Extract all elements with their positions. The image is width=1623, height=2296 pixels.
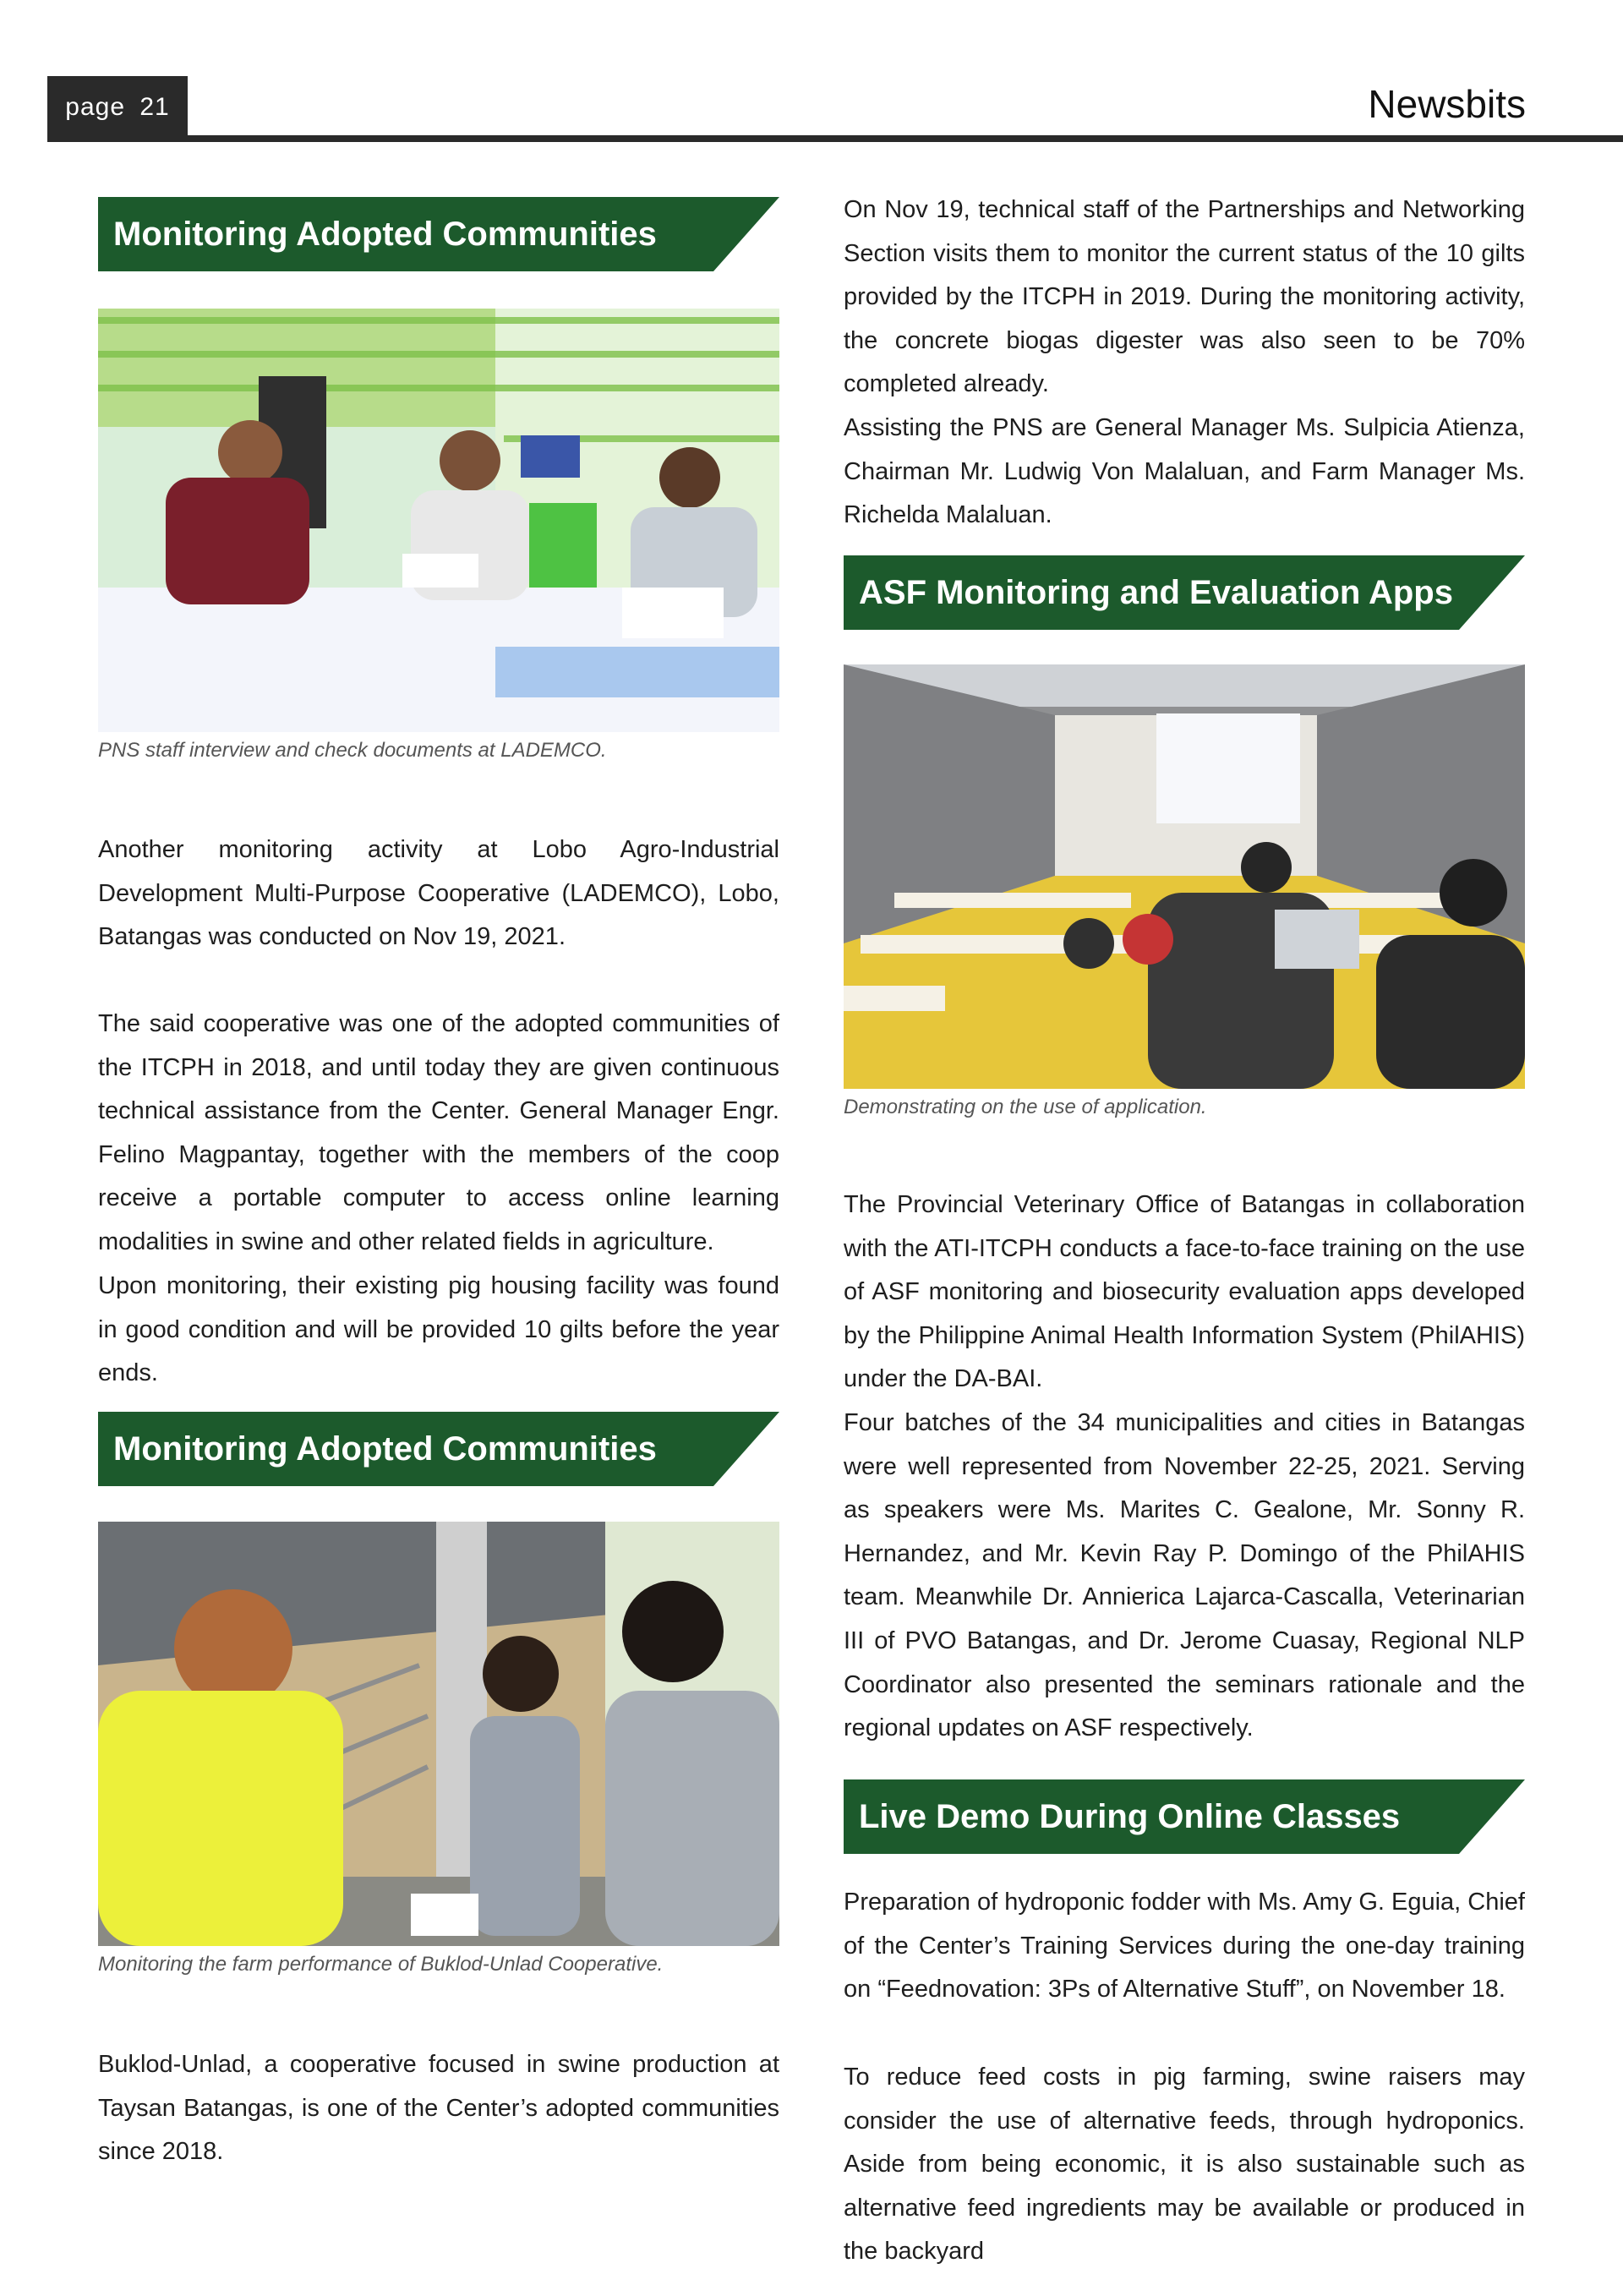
- photo-lademco-interview: [98, 309, 779, 732]
- section-heading-banner: [844, 555, 1525, 630]
- page-number: 21: [139, 93, 170, 121]
- section-heading: Live Demo During Online Classes: [859, 1798, 1401, 1835]
- section-heading: Monitoring Adopted Communities: [113, 1430, 657, 1468]
- section-heading: ASF Monitoring and Evaluation Apps: [859, 574, 1453, 611]
- header-rule: [47, 135, 1623, 142]
- photo-asf-app-demo: [844, 664, 1525, 1089]
- photo-caption: Monitoring the farm performance of Buklod-Unlad Cooperative.: [98, 1953, 664, 1976]
- section-heading: Monitoring Adopted Communities: [113, 216, 657, 253]
- paragraph: On Nov 19, technical staff of the Partnerships and Networking Section visits them to monitor the current status of the 10 gilts provided by the ITCPH in 2019. During the monitoring activity, the concrete biogas digester was also seen to be 70% completed already.: [844, 196, 1525, 398]
- photo-caption: Demonstrating on the use of application.: [844, 1096, 1207, 1118]
- page-number-tab: [47, 76, 188, 139]
- paragraph: The said cooperative was one of the adopted communities of the ITCPH in 2018, and until today they are given continuous technical assistance from the Center. General Manager Engr. Felino Magpantay, together with the members of the coop receive a portable computer to access online learning modalities in swine and other related fields in agriculture.: [98, 1010, 779, 1255]
- section-heading-banner: [98, 197, 779, 271]
- section-heading-banner: [98, 1412, 779, 1486]
- paragraph: Another monitoring activity at Lobo Agro-Industrial Development Multi-Purpose Cooperative (LADEMCO), Lobo, Batangas was conducted on Nov 19, 2021.: [98, 836, 779, 951]
- paragraph: To reduce feed costs in pig farming, swine raisers may consider the use of alternative feeds, through hydroponics. Aside from being economic, it is also sustainable such as alternative feed ingredients may be available or produced in the backyard: [844, 2064, 1525, 2266]
- section-title: Newsbits: [1368, 82, 1526, 126]
- photo-illustration: [844, 664, 1525, 1089]
- paragraph: Preparation of hydroponic fodder with Ms. Amy G. Eguia, Chief of the Center’s Training Services during the one-day training on “Feednovation: 3Ps of Alternative Stuff”, on November 18.: [844, 1889, 1525, 2004]
- paragraph: Assisting the PNS are General Manager Ms. Sulpicia Atienza, Chairman Mr. Ludwig Von Malaluan, and Farm Manager Ms. Richelda Malaluan.: [844, 414, 1525, 529]
- page-label: page: [65, 93, 126, 121]
- photo-buklod-unlad-farm: [98, 1522, 779, 1946]
- paragraph: Upon monitoring, their existing pig housing facility was found in good condition and will be provided 10 gilts before the year ends.: [98, 1272, 779, 1387]
- paragraph: Buklod-Unlad, a cooperative focused in swine production at Taysan Batangas, is one of the Center’s adopted communities since 2018.: [98, 2051, 779, 2166]
- photo-caption: PNS staff interview and check documents at LADEMCO.: [98, 739, 607, 762]
- photo-illustration: [98, 309, 779, 732]
- section-heading-banner: [844, 1779, 1525, 1854]
- photo-illustration: [98, 1522, 779, 1946]
- paragraph: The Provincial Veterinary Office of Batangas in collaboration with the ATI-ITCPH conducts a face-to-face training on the use of ASF monitoring and biosecurity evaluation apps developed by the Philippine Animal Health Information System (PhilAHIS) under the DA-BAI.: [844, 1191, 1525, 1393]
- paragraph: Four batches of the 34 municipalities and cities in Batangas were well represented from November 22-25, 2021. Serving as speakers were Ms. Marites C. Gealone, Mr. Sonny R. Hernandez, and Mr. Kevin Ray P. Domingo of the PhilAHIS team. Meanwhile Dr. Annierica Lajarca-Cascalla, Veterinarian III of PVO Batangas, and Dr. Jerome Cuasay, Regional NLP Coordinator also presented the seminars rationale and the regional updates on ASF respectively.: [844, 1409, 1525, 1742]
